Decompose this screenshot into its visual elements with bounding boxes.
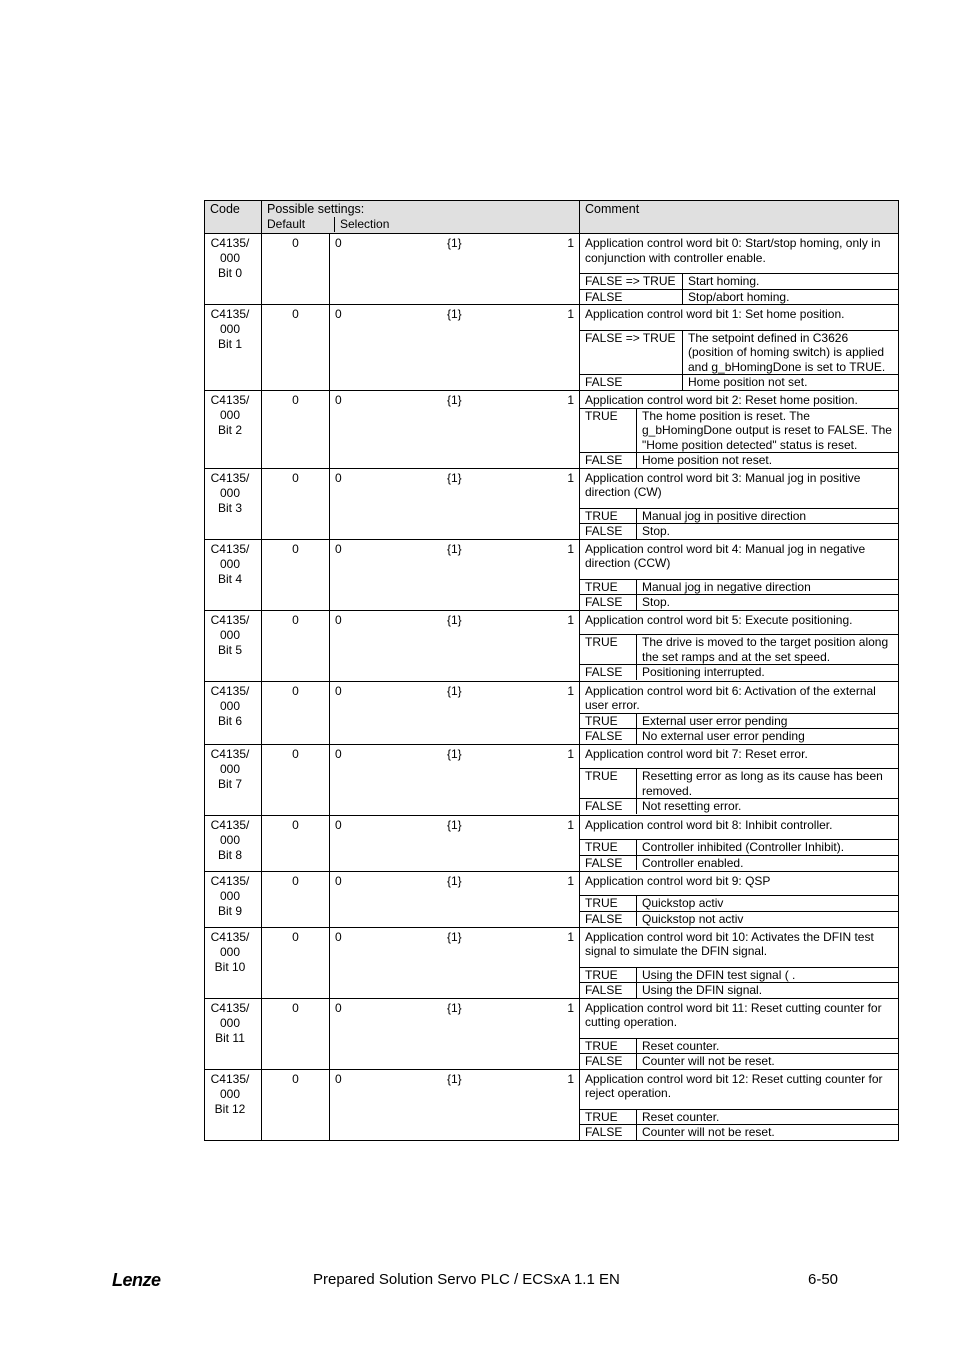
states-table [580,839,898,870]
page-number: 6-50 [808,1271,839,1288]
state-description: Quickstop activ [637,896,899,912]
state-value: TRUE [580,1109,637,1125]
footer-title: Prepared Solution Servo PLC / ECSxA 1.1 EN [313,1271,620,1288]
selection-max: 1 [567,393,574,407]
comment-text: Application control word bit 6: Activation of the external user error. [585,683,876,712]
code-line: Bit 10 [214,959,246,974]
state-description: Not resetting error. [637,799,899,814]
selection-min: 0 [335,470,342,485]
code-cell [205,305,262,391]
selection-cell [330,391,580,469]
default-value: 0 [262,305,330,391]
selection-unit: {1} [447,1071,462,1086]
selection-min: 0 [335,541,342,556]
state-description: Controller inhibited (Controller Inhibit). [637,840,899,856]
code-line: 000 [219,485,241,500]
selection-min: 0 [335,873,342,888]
selection-min: 0 [335,683,342,698]
states-table [580,895,898,926]
state-value: TRUE [580,1038,637,1054]
table-row [205,681,899,744]
selection-unit: {1} [447,393,462,407]
code-line: 000 [219,698,241,713]
table-row [205,744,899,815]
selection-cell [330,681,580,744]
state-value: FALSE => TRUE [580,330,683,375]
comment-text: Application control word bit 12: Reset cutting counter for reject operation. [585,1071,883,1100]
code-line: 000 [219,556,241,571]
state-description: Manual jog in negative direction [637,579,899,595]
table-row [205,927,899,998]
selection-unit: {1} [447,929,462,944]
comment-cell [580,1069,899,1140]
selection-unit: {1} [447,746,462,761]
selection-max: 1 [567,746,574,761]
header-comment-cell [580,201,899,234]
comment-text: Application control word bit 1: Set home position. [585,307,845,321]
lenze-logo: Lenze [112,1270,161,1290]
state-row [580,840,898,856]
state-description: Resetting error as long as its cause has been removed. [637,769,899,799]
state-value: TRUE [580,408,637,453]
code-line: Bit 1 [217,337,242,351]
code-cell [205,927,262,998]
state-row [580,595,898,610]
state-value: FALSE [580,911,637,926]
state-row [580,855,898,870]
comment-cell [580,610,899,681]
states-table [580,508,898,539]
state-value: FALSE [580,375,683,390]
table-row [205,871,899,927]
selection-cell [330,927,580,998]
code-line: Bit 6 [217,713,242,728]
selection-cell [330,234,580,305]
code-line: C4135/ [210,817,250,832]
header-comment: Comment [585,202,640,216]
state-description: Home position not reset. [637,453,899,468]
comment-text: Application control word bit 9: QSP [585,873,771,888]
selection-unit: {1} [447,307,462,321]
state-description: Start homing. [683,274,899,290]
selection-cell [330,610,580,681]
state-row [580,453,898,468]
states-table [580,1109,898,1140]
selection-cell [330,468,580,539]
code-line: C4135/ [210,470,250,485]
code-cell [205,871,262,927]
selection-unit: {1} [447,470,462,485]
code-line: C4135/ [210,683,250,698]
states-table [580,273,898,304]
state-description: External user error pending [637,713,899,729]
selection-max: 1 [567,307,574,321]
selection-cell [330,744,580,815]
code-cell [205,681,262,744]
code-line: Bit 4 [217,571,242,586]
selection-min: 0 [335,746,342,761]
state-description: Counter will not be reset. [637,1125,899,1140]
state-row [580,274,898,290]
default-value: 0 [262,391,330,469]
state-row [580,375,898,390]
selection-unit: {1} [447,236,462,250]
state-value: FALSE [580,595,637,610]
comment-text: Application control word bit 5: Execute positioning. [585,612,853,627]
selection-unit: {1} [447,1000,462,1015]
state-value: FALSE [580,1125,637,1140]
table-row [205,305,899,391]
selection-min: 0 [335,393,342,407]
code-line: Bit 9 [217,903,242,918]
parameter-table [204,200,899,1141]
state-value: TRUE [580,508,637,524]
table-body [205,234,899,1141]
code-line: C4135/ [210,1000,250,1015]
code-line: 000 [219,251,241,265]
code-cell [205,468,262,539]
state-value: TRUE [580,769,637,799]
code-cell [205,815,262,871]
comment-cell [580,927,899,998]
selection-min: 0 [335,307,342,321]
comment-cell [580,998,899,1069]
selection-max: 1 [567,541,574,556]
state-description: Controller enabled. [637,855,899,870]
code-cell [205,610,262,681]
selection-cell [330,998,580,1069]
states-table [580,768,898,814]
state-row [580,579,898,595]
state-row [580,799,898,814]
state-row [580,524,898,539]
state-description: The drive is moved to the target position along the set ramps and at the set speed. [637,635,899,665]
code-line: 000 [219,832,241,847]
table-row [205,610,899,681]
code-cell [205,744,262,815]
selection-max: 1 [567,1071,574,1086]
states-table [580,579,898,610]
state-description: Home position not set. [683,375,899,390]
state-description: Using the DFIN test signal ( . [637,967,899,983]
state-row [580,289,898,304]
default-value: 0 [262,539,330,610]
comment-cell [580,234,899,305]
table-row [205,234,899,305]
comment-text: Application control word bit 0: Start/stop homing, only in conjunction with controller enable. [585,236,881,265]
comment-cell [580,305,899,391]
selection-max: 1 [567,470,574,485]
table-header-row [205,201,899,234]
state-value: FALSE [580,524,637,539]
state-row [580,665,898,680]
default-value: 0 [262,1069,330,1140]
selection-max: 1 [567,817,574,832]
states-table [580,408,898,468]
comment-text: Application control word bit 11: Reset cutting counter for cutting operation. [585,1000,882,1029]
state-value: FALSE [580,729,637,744]
state-row [580,896,898,912]
code-cell [205,539,262,610]
state-row [580,1038,898,1054]
code-line: C4135/ [210,307,250,321]
default-value: 0 [262,927,330,998]
table-row [205,539,899,610]
state-description: Manual jog in positive direction [637,508,899,524]
state-row [580,713,898,729]
state-value: FALSE [580,983,637,998]
code-cell [205,234,262,305]
comment-text: Application control word bit 10: Activates the DFIN test signal to simulate the DFIN signal. [585,929,874,958]
state-description: Quickstop not activ [637,911,899,926]
state-description: Positioning interrupted. [637,665,899,680]
state-description: Stop. [637,595,899,610]
selection-min: 0 [335,1071,342,1086]
selection-min: 0 [335,612,342,627]
comment-cell [580,744,899,815]
state-description: The setpoint defined in C3626 (position of homing switch) is applied and g_bHomingDone is set to TRUE. [683,330,899,375]
selection-unit: {1} [447,873,462,888]
comment-cell [580,871,899,927]
selection-unit: {1} [447,541,462,556]
default-value: 0 [262,610,330,681]
state-description: Reset counter. [637,1038,899,1054]
code-line: Bit 7 [217,776,242,791]
selection-max: 1 [567,1000,574,1015]
selection-unit: {1} [447,817,462,832]
state-row [580,729,898,744]
selection-min: 0 [335,236,342,250]
state-row [580,408,898,453]
header-selection: Selection [340,217,390,231]
state-description: Stop/abort homing. [683,289,899,304]
state-description: Counter will not be reset. [637,1054,899,1069]
state-value: FALSE [580,1054,637,1069]
comment-cell [580,468,899,539]
state-value: FALSE [580,799,637,814]
comment-cell [580,391,899,469]
comment-text: Application control word bit 7: Reset error. [585,746,808,761]
state-row [580,983,898,998]
selection-cell [330,1069,580,1140]
header-possible-settings: Possible settings: [267,202,365,216]
selection-min: 0 [335,1000,342,1015]
comment-cell [580,815,899,871]
default-value: 0 [262,998,330,1069]
code-line: Bit 2 [217,423,242,437]
table-row [205,391,899,469]
state-description: Reset counter. [637,1109,899,1125]
comment-text: Application control word bit 4: Manual jog in negative direction (CCW) [585,541,866,570]
header-settings-cell [262,201,580,234]
code-line: 000 [219,888,241,903]
state-row [580,967,898,983]
state-description: The home position is reset. The g_bHomingDone output is reset to FALSE. The "Home position detected" status is reset. [637,408,899,453]
comment-cell [580,681,899,744]
state-value: FALSE [580,289,683,304]
state-row [580,1125,898,1140]
states-table [580,1038,898,1069]
code-line: C4135/ [210,929,250,944]
code-cell [205,1069,262,1140]
code-line: 000 [219,1086,241,1101]
code-line: 000 [219,627,241,642]
selection-cell [330,871,580,927]
header-code: Code [210,202,240,216]
selection-max: 1 [567,929,574,944]
code-line: C4135/ [210,393,250,407]
default-value: 0 [262,871,330,927]
code-cell [205,998,262,1069]
default-value: 0 [262,744,330,815]
state-row [580,508,898,524]
code-line: Bit 11 [215,1030,245,1045]
code-line: Bit 12 [214,1101,246,1116]
selection-max: 1 [567,873,574,888]
state-description: No external user error pending [637,729,899,744]
table-row [205,815,899,871]
default-value: 0 [262,234,330,305]
state-value: FALSE [580,665,637,680]
selection-cell [330,539,580,610]
state-value: FALSE [580,453,637,468]
state-row [580,911,898,926]
state-value: TRUE [580,840,637,856]
table-row [205,468,899,539]
state-row [580,1109,898,1125]
selection-max: 1 [567,683,574,698]
comment-text: Application control word bit 3: Manual jog in positive direction (CW) [585,470,861,499]
state-value: FALSE [580,855,637,870]
default-value: 0 [262,681,330,744]
state-value: TRUE [580,579,637,595]
code-line: C4135/ [210,1071,250,1086]
states-table [580,713,898,744]
state-row [580,330,898,375]
table-row [205,998,899,1069]
code-line: C4135/ [210,612,250,627]
state-value: TRUE [580,967,637,983]
state-value: TRUE [580,635,637,665]
code-line: C4135/ [210,236,250,250]
state-row [580,1054,898,1069]
header-default: Default [267,217,335,232]
default-value: 0 [262,815,330,871]
state-description: Stop. [637,524,899,539]
code-line: C4135/ [210,873,250,888]
selection-max: 1 [567,236,574,250]
code-line: C4135/ [210,746,250,761]
state-description: Using the DFIN signal. [637,983,899,998]
table-row [205,1069,899,1140]
selection-min: 0 [335,929,342,944]
code-line: 000 [219,1015,241,1030]
comment-text: Application control word bit 2: Reset home position. [585,393,858,407]
code-cell [205,391,262,469]
state-value: FALSE => TRUE [580,274,683,290]
comment-cell [580,539,899,610]
selection-cell [330,305,580,391]
state-value: TRUE [580,713,637,729]
header-code-cell [205,201,262,234]
code-line: Bit 8 [217,847,242,862]
selection-max: 1 [567,612,574,627]
selection-min: 0 [335,817,342,832]
selection-unit: {1} [447,683,462,698]
states-table [580,967,898,998]
code-line: 000 [219,761,241,776]
code-line: 000 [219,322,241,336]
code-line: Bit 0 [217,266,242,280]
code-line: Bit 3 [217,500,242,515]
code-line: 000 [219,944,241,959]
page-footer [0,1270,954,1292]
default-value: 0 [262,468,330,539]
code-line: Bit 5 [217,642,242,657]
states-table [580,634,898,680]
selection-unit: {1} [447,612,462,627]
comment-text: Application control word bit 8: Inhibit controller. [585,817,833,832]
states-table [580,330,898,390]
code-line: 000 [219,408,241,422]
state-row [580,769,898,799]
selection-cell [330,815,580,871]
state-row [580,635,898,665]
code-line: C4135/ [210,541,250,556]
state-value: TRUE [580,896,637,912]
